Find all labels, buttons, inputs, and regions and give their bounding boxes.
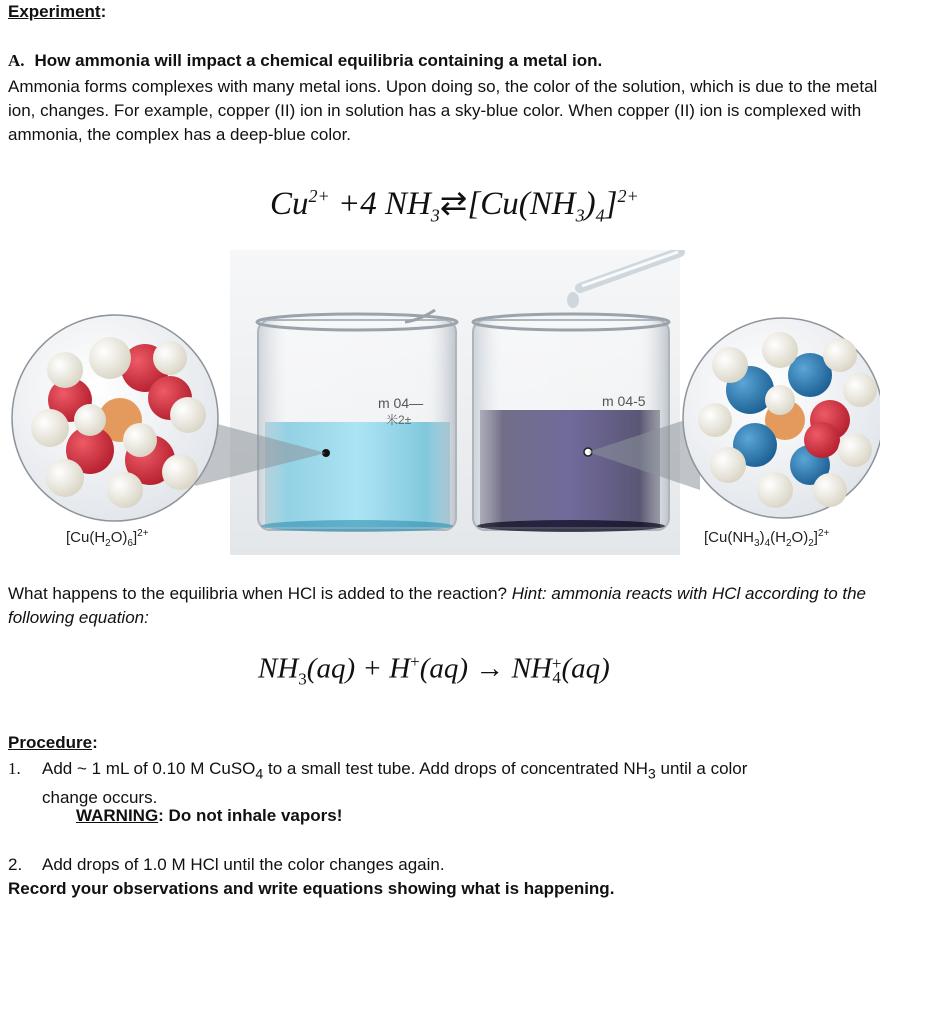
svg-text:m 04—: m 04— [378, 395, 424, 411]
section-letter: A. [8, 51, 25, 70]
svg-text:米2±: 米2± [386, 413, 412, 427]
warning-note: WARNING: Do not inhale vapors! [76, 806, 343, 825]
left-complex-label: $[Cu(H_2O)_6]^{2+}$ [66, 528, 149, 549]
neutralization-equation: $NH_3(aq) + H^+(aq)$ → NH + 4 (aq) [258, 652, 610, 689]
equilibrium-arrow: ⇄ [439, 186, 468, 222]
left-beaker [257, 310, 457, 532]
section-a-title: A. How ammonia will impact a chemical equilibria containing a metal ion. [8, 51, 603, 70]
question-paragraph: What happens to the equilibria when HCl is added to the reaction? Hint: ammonia reacts with HCl according to the following equation: [8, 584, 867, 627]
procedure-step-1: 1. Add ~ 1 mL of 0.10 M CuSO$_4$ to a small test tube. Add drops of concentrated $NH_3$ until a color change occurs. [8, 759, 748, 808]
experiment-heading: Experiment: [8, 2, 107, 21]
intro-paragraph: Ammonia forms complexes with many metal ions. Upon doing so, the color of the solution, which is due to the metal ion, changes. For example, copper (II) ion in solution has a sky-blue color. When copper (II) ion is complexed with ammonia, the complex has a deep-blue color. [8, 77, 878, 144]
complexation-equation: $Cu^{2+} +4$ $NH_3⇄[Cu(NH_3)_4]^{2+}$ [270, 186, 639, 226]
right-beaker [473, 314, 669, 532]
beaker-figure [10, 250, 880, 555]
right-complex-label: $[Cu(NH_3)_4(H_2O)_2]^{2+}$ [704, 528, 830, 549]
svg-text:m 04-5: m 04-5 [602, 393, 646, 409]
procedure-heading: Procedure: [8, 733, 98, 752]
left-molecule-bubble [12, 315, 218, 521]
procedure-step-2: 2. Add drops of 1.0 M HCl until the color changes again. [8, 855, 445, 874]
right-molecule-bubble [683, 318, 880, 518]
record-instruction: Record your observations and write equations showing what is happening. [8, 879, 615, 898]
